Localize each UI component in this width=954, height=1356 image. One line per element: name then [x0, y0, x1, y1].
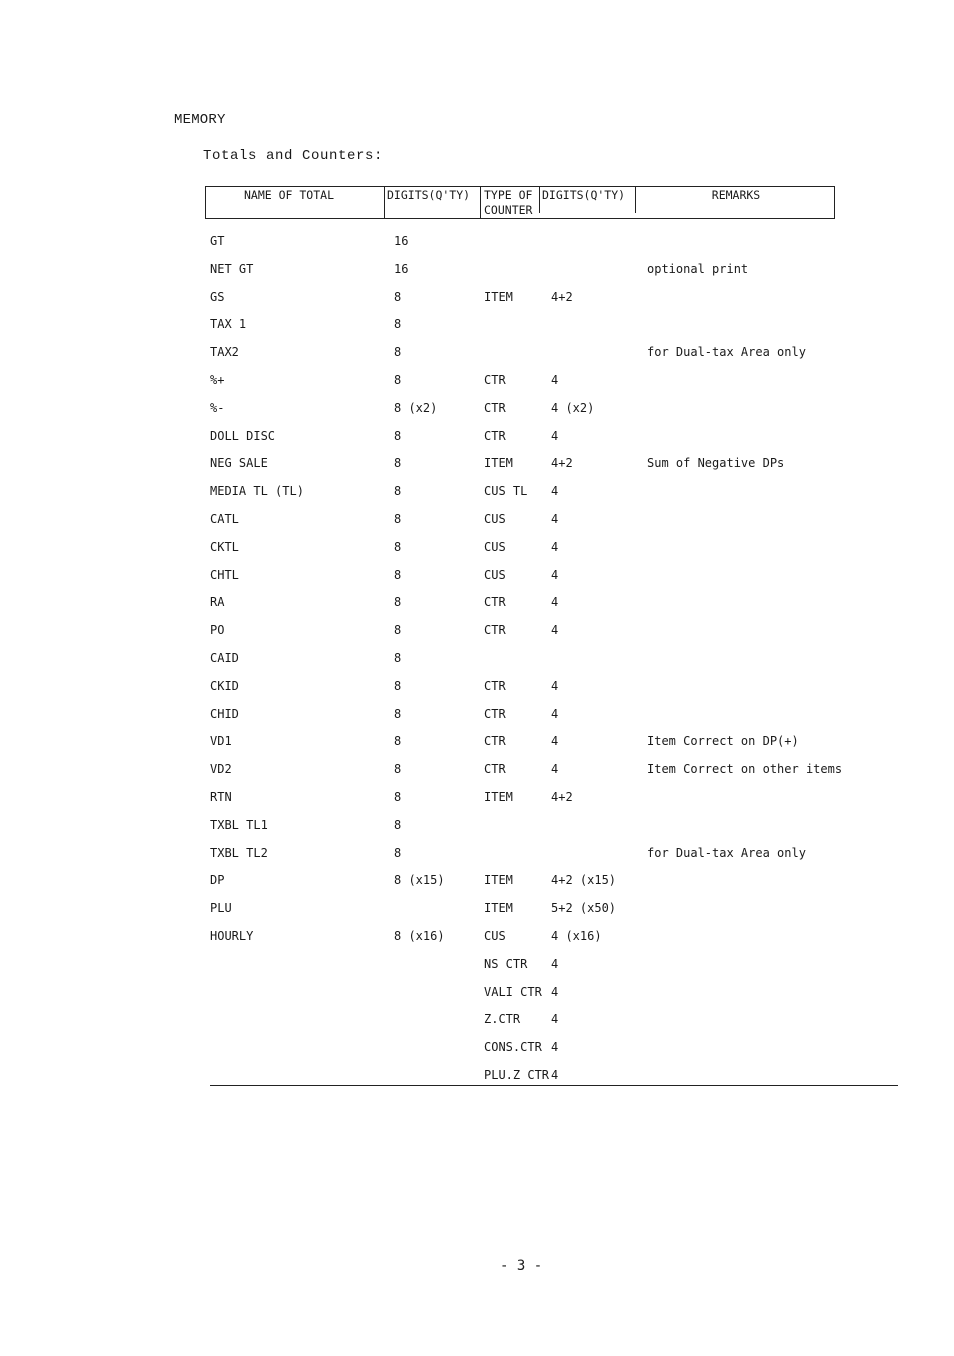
row-digits: 8 (x2): [394, 400, 438, 415]
table-row: [0, 898, 954, 918]
table-row: [0, 926, 954, 946]
row-name: CKTL: [210, 539, 239, 554]
row-name: VD2: [210, 762, 232, 777]
row-name: %+: [210, 373, 225, 387]
table-row: [0, 648, 954, 668]
row-digits: 8: [394, 289, 402, 304]
table-row: [0, 231, 954, 251]
row-remarks: Item Correct on other items: [647, 762, 843, 777]
table-row: [0, 453, 954, 473]
table-row: [0, 426, 954, 446]
row-name: CATL: [210, 512, 239, 526]
table-row: [0, 537, 954, 557]
table-row: [0, 509, 954, 529]
row-name: NEG SALE: [210, 456, 268, 471]
row-counter-type: CTR: [484, 706, 506, 721]
row-name: CAID: [210, 651, 239, 665]
row-digits: 8: [394, 845, 402, 860]
row-name: GS: [210, 289, 225, 304]
row-digits: 8: [394, 428, 402, 443]
row-counter-type: Z.CTR: [484, 1012, 521, 1027]
row-counter-type: CTR: [484, 595, 506, 610]
table-row: [0, 620, 954, 640]
table-row: [0, 1065, 954, 1085]
row-counter-type: CUS: [484, 539, 506, 554]
table-row: [0, 759, 954, 779]
row-name: NET GT: [210, 261, 254, 276]
row-name: CHTL: [210, 567, 239, 582]
row-counter-digits: 4+2: [551, 456, 573, 471]
row-counter-type: CTR: [484, 678, 506, 693]
row-counter-type: CTR: [484, 762, 506, 777]
table-row: [0, 787, 954, 807]
row-counter-digits: 4: [551, 762, 559, 777]
row-counter-type: ITEM: [484, 901, 513, 916]
row-digits: 8: [394, 762, 402, 777]
row-counter-type: CUS TL: [484, 484, 528, 499]
row-name: TAX 1: [210, 317, 247, 332]
page-number: - 3 -: [500, 1258, 543, 1274]
row-counter-digits: 4: [551, 373, 559, 387]
row-counter-type: CUS: [484, 929, 506, 943]
row-digits: 8: [394, 651, 402, 665]
row-name: DP: [210, 873, 225, 888]
row-digits: 8: [394, 706, 402, 721]
row-name: TXBL TL1: [210, 817, 268, 832]
table-row: [0, 259, 954, 279]
table-header: [205, 186, 835, 219]
table-row: [0, 1037, 954, 1057]
row-counter-digits: 5+2 (x50): [551, 901, 617, 916]
row-counter-type: CTR: [484, 428, 506, 443]
section-heading: MEMORY: [174, 112, 226, 128]
table-row: [0, 815, 954, 835]
row-counter-digits: 4: [551, 512, 559, 526]
row-name: TXBL TL2: [210, 845, 268, 860]
row-digits: 16: [394, 234, 409, 248]
column-header-digits2: DIGITS(Q'TY): [539, 187, 636, 213]
row-name: VD1: [210, 734, 232, 749]
row-name: GT: [210, 234, 225, 248]
row-digits: 8: [394, 734, 402, 749]
row-name: DOLL DISC: [210, 428, 276, 443]
table-row: [0, 843, 954, 863]
row-counter-type: ITEM: [484, 873, 513, 888]
row-counter-digits: 4: [551, 595, 559, 610]
table-row: [0, 704, 954, 724]
table-row: [0, 565, 954, 585]
row-digits: 8: [394, 817, 402, 832]
row-counter-type: CUS: [484, 567, 506, 582]
row-counter-digits: 4: [551, 984, 559, 999]
row-counter-type: ITEM: [484, 456, 513, 471]
row-counter-digits: 4: [551, 956, 559, 971]
row-digits: 8: [394, 678, 402, 693]
table-row: [0, 481, 954, 501]
row-remarks: Sum of Negative DPs: [647, 456, 785, 471]
row-counter-type: PLU.Z CTR: [484, 1068, 550, 1082]
row-counter-digits: 4: [551, 623, 559, 638]
row-digits: 8 (x16): [394, 929, 445, 943]
row-digits: 8: [394, 345, 402, 360]
row-name: MEDIA TL (TL): [210, 484, 304, 499]
table-row: [0, 398, 954, 418]
row-counter-digits: 4: [551, 706, 559, 721]
row-counter-digits: 4: [551, 567, 559, 582]
row-name: RTN: [210, 790, 232, 804]
section-subheading: Totals and Counters:: [203, 148, 384, 164]
row-counter-digits: 4: [551, 484, 559, 499]
row-counter-type: CONS.CTR: [484, 1040, 542, 1055]
column-header-digits: DIGITS(Q'TY): [384, 187, 480, 218]
row-counter-digits: 4+2: [551, 790, 573, 804]
row-remarks: optional print: [647, 261, 749, 276]
row-counter-digits: 4: [551, 1040, 559, 1055]
row-counter-digits: 4+2 (x15): [551, 873, 617, 888]
row-digits: 8: [394, 790, 402, 804]
row-counter-digits: 4: [551, 1068, 559, 1082]
row-counter-type: NS CTR: [484, 956, 528, 971]
row-digits: 8: [394, 484, 402, 499]
row-name: TAX2: [210, 345, 239, 360]
row-name: %-: [210, 400, 225, 415]
column-header-name: NAME OF TOTAL: [243, 188, 334, 202]
row-digits: 8: [394, 373, 402, 387]
row-name: CKID: [210, 678, 239, 693]
row-counter-type: VALI CTR: [484, 984, 542, 999]
row-counter-digits: 4 (x2): [551, 400, 595, 415]
row-counter-type: CTR: [484, 623, 506, 638]
row-name: PLU: [210, 901, 232, 916]
row-digits: 8 (x15): [394, 873, 445, 888]
row-remarks: Item Correct on DP(+): [647, 734, 799, 749]
table-row: [0, 676, 954, 696]
row-counter-digits: 4: [551, 1012, 559, 1027]
row-digits: 8: [394, 623, 402, 638]
table-row: [0, 1009, 954, 1029]
row-digits: 16: [394, 261, 409, 276]
row-counter-type: CTR: [484, 400, 506, 415]
row-digits: 8: [394, 512, 402, 526]
row-digits: 8: [394, 539, 402, 554]
table-row: [0, 731, 954, 751]
column-header-remarks: REMARKS: [711, 188, 761, 202]
table-row: [0, 982, 954, 1002]
table-row: [0, 954, 954, 974]
row-digits: 8: [394, 567, 402, 582]
table-row: [0, 287, 954, 307]
row-counter-digits: 4 (x16): [551, 929, 602, 943]
row-counter-digits: 4: [551, 539, 559, 554]
row-counter-digits: 4: [551, 734, 559, 749]
row-name: RA: [210, 595, 225, 610]
row-remarks: for Dual-tax Area only: [647, 345, 806, 360]
row-digits: 8: [394, 317, 402, 332]
row-counter-type: CTR: [484, 734, 506, 749]
row-digits: 8: [394, 595, 402, 610]
column-header-type-line1: TYPE OF: [484, 188, 533, 202]
table-bottom-rule: [210, 1085, 898, 1086]
table-row: [0, 870, 954, 890]
row-name: CHID: [210, 706, 239, 721]
table-row: [0, 314, 954, 334]
column-header-type-line2: COUNTER: [484, 203, 533, 217]
table-row: [0, 370, 954, 390]
row-counter-type: ITEM: [484, 289, 513, 304]
row-counter-digits: 4: [551, 428, 559, 443]
row-remarks: for Dual-tax Area only: [647, 845, 806, 860]
row-counter-digits: 4: [551, 678, 559, 693]
row-counter-type: CUS: [484, 512, 506, 526]
column-header-type: [480, 187, 539, 218]
row-counter-type: ITEM: [484, 790, 513, 804]
row-counter-digits: 4+2: [551, 289, 573, 304]
row-name: PO: [210, 623, 225, 638]
row-digits: 8: [394, 456, 402, 471]
table-row: [0, 342, 954, 362]
row-counter-type: CTR: [484, 373, 506, 387]
row-name: HOURLY: [210, 929, 254, 943]
table-row: [0, 592, 954, 612]
